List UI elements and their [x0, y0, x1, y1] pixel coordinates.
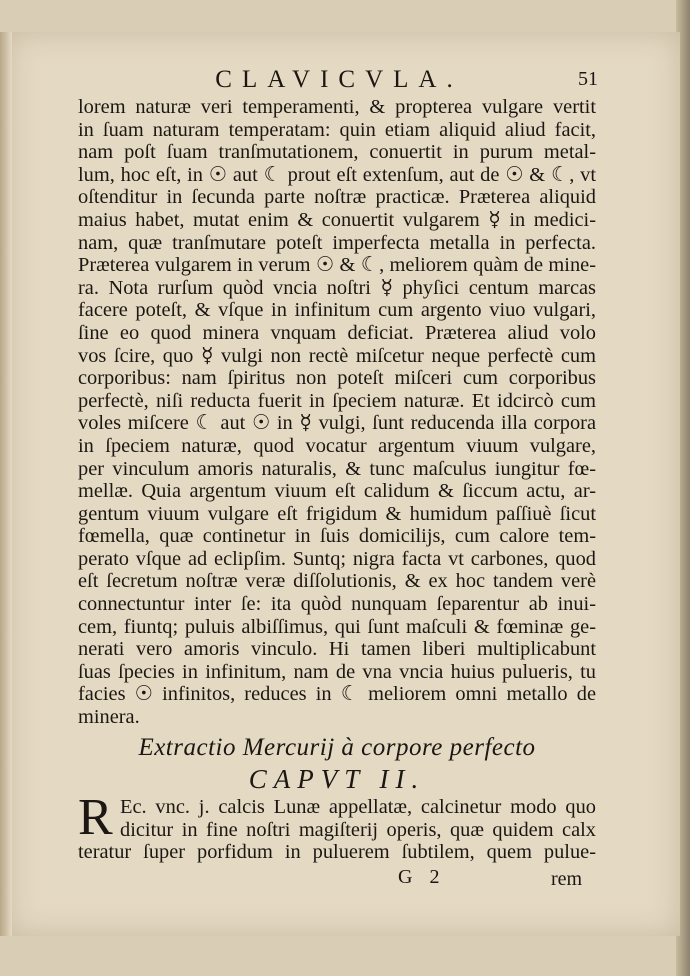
text-line: lorem naturæ veri temperamenti, & propterea vulgare vertit [78, 96, 596, 118]
drop-cap: R [78, 789, 113, 846]
text-line: facere poteſt, & vſque in infinitum cum argento viuo vulgari, [78, 299, 596, 322]
text-line: gentum viuum vulgare eſt frigidum & humidum paſſiuè ſicut [78, 502, 596, 525]
text-line: nam poſt ſuam tranſmutationem, conuertit in purum metal- [78, 141, 596, 164]
text-line: corporibus: nam ſpiritus non poteſt miſceri cum corporibus [78, 367, 596, 390]
text-line: fœmella, quæ continetur in ſuis domicilijs, cum calore tem- [78, 525, 596, 548]
text-line: in ſpeciem naturæ, quod vocatur argentum viuum vulgare, [78, 434, 596, 457]
chapter-number: CAPVT II. [248, 764, 426, 794]
text-line: ſuas ſpecies in infinitum, nam de vna vncia huius pulueris, tu [78, 660, 596, 683]
catchword: rem [551, 868, 583, 890]
text-line: cem, fiuntq; puluis albiſſimus, qui ſunt maſculi & fœminæ ge- [78, 615, 596, 638]
text-line: teratur ſuper porfidum in puluerem ſubtilem, quem pulue- [78, 841, 596, 864]
text-line: connectuntur inter ſe: ita quòd nunquam ſeparentur ab inui- [78, 593, 596, 616]
body-paragraph [78, 96, 596, 729]
text-line: voles miſcere ☾ aut ☉ in ☿ vulgi, ſunt reducenda illa corpora [78, 412, 596, 435]
text-line: perato vſque ad eclipſim. Suntq; nigra facta vt carbones, quod [78, 547, 596, 570]
text-line: lum, hoc eſt, in ☉ aut ☾ prout eſt extenſum, aut de ☉ & ☾, vt [78, 163, 596, 186]
text-line: Ec. vnc. j. calcis Lunæ appellatæ, calcinetur modo quo [120, 796, 596, 818]
text-line: nam, quæ tranſmutare poteſt imperfecta metalla in perfecta. [78, 231, 596, 254]
text-line: nerati vero amoris vinculo. Hi tamen liberi multiplicabunt [78, 638, 596, 661]
text-line: in ſuam naturam temperatam: quin etiam aliquid aliud facit, [78, 118, 596, 141]
text-line: per vinculum amoris naturalis, & tunc maſculus iungitur fœ- [78, 457, 596, 480]
chapter-paragraph [78, 789, 596, 864]
text-line: mellæ. Quia argentum viuum eſt calidum & ſiccum actu, ar- [78, 480, 596, 503]
text-line: facies ☉ infinitos, reduces in ☾ meliorem omni metallo de [78, 683, 596, 706]
text-line: vos ſcire, quo ☿ vulgi non rectè miſcetur neque perfectè cum [78, 344, 596, 367]
running-title: CLAVICVLA. [215, 66, 463, 93]
chapter-title: Extractio Mercurij à corpore perfecto [138, 734, 536, 761]
text-line: maius habet, mutat enim & conuertit vulgarem ☿ in medici- [78, 208, 596, 231]
text-line: dicitur in fine noſtri magiſterij operis, quæ quidem calx [120, 818, 596, 841]
text-line: oſtenditur in ſecunda parte noſtræ practicæ. Præterea aliquid [78, 186, 596, 209]
text-line: perfectè, niſi reducta fuerit in ſpeciem naturæ. Et idcircò cum [78, 389, 596, 412]
text-line: eſt ſecretum noſtræ veræ diſſolutionis, & ex hoc tandem verè [78, 570, 596, 593]
signature-mark: G 2 [398, 866, 446, 888]
text-line: ſine eo quod minera vnquam deficiat. Præterea aliud volo [78, 321, 596, 344]
text-line: minera. [78, 706, 140, 729]
page-header [80, 66, 598, 94]
text-line: ra. Nota rurſum quòd vncia noſtri ☿ phyſici centum marcas [78, 276, 596, 299]
page-number: 51 [578, 68, 598, 90]
text-line: Præterea vulgarem in verum ☉ & ☾, meliorem quàm de mine- [78, 254, 596, 277]
book-gutter [0, 32, 12, 936]
